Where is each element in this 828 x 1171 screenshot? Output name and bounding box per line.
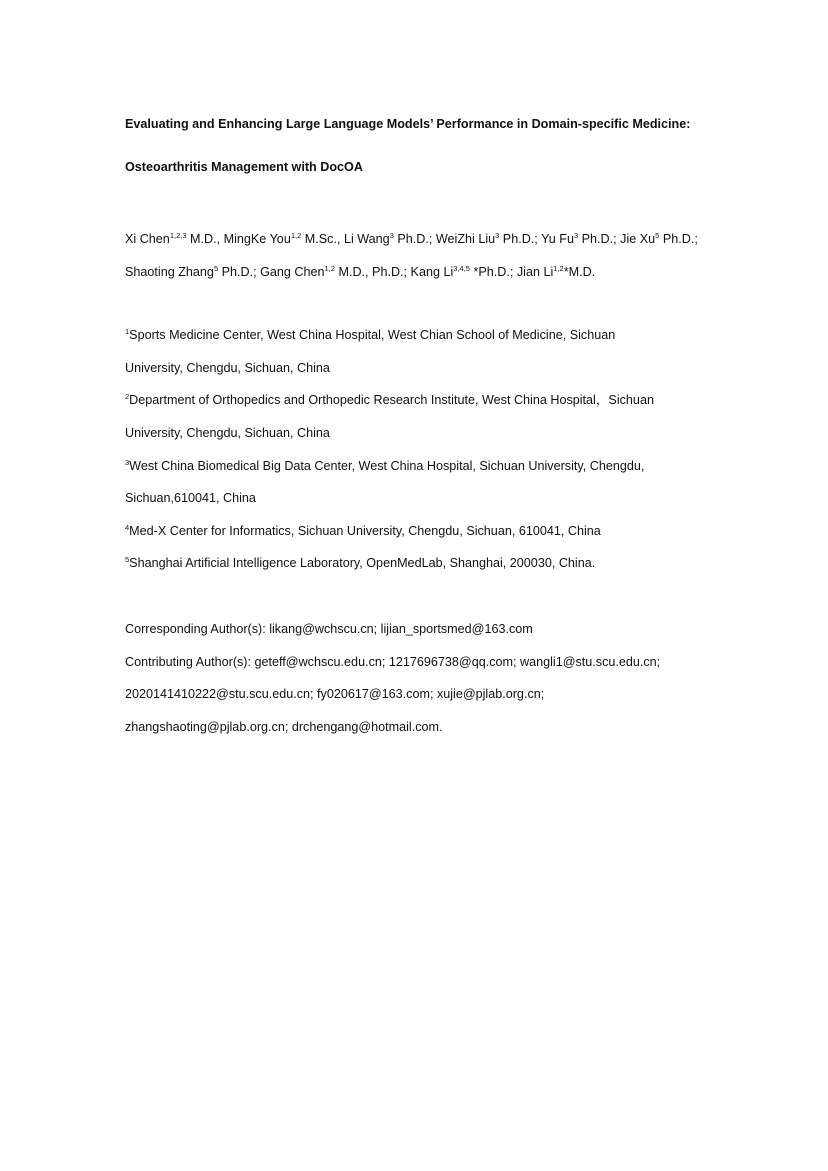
affiliation-text: Department of Orthopedics and Orthopedic Research Institute, West China Hospital，Sichuan	[129, 393, 654, 408]
title-page-content	[125, 108, 725, 743]
author-affiliation-marker: 1,2	[324, 263, 335, 273]
author-degree: Ph.D.;	[659, 232, 698, 246]
affiliation-2-continued: University, Chengdu, Sichuan, China	[125, 425, 330, 440]
author-affiliation-marker: 3	[389, 231, 394, 240]
author-name: Shaoting Zhang	[125, 264, 214, 279]
author-line-2	[125, 256, 725, 289]
author-name: WeiZhi Liu	[435, 232, 496, 246]
author-degree: Ph.D.;	[218, 264, 261, 279]
author-degree: *M.D.	[563, 264, 596, 279]
author	[260, 265, 410, 279]
author-line-1	[125, 223, 725, 256]
affiliation-1	[125, 319, 725, 352]
contributing-authors-continued: 2020141410222@stu.scu.edu.cn; fy020617@163.com; xujie@pjlab.org.cn;	[125, 687, 545, 702]
author	[436, 232, 541, 246]
affiliation-text: Med-X Center for Informatics, Sichuan University, Chengdu, Sichuan, 610041, China	[129, 523, 601, 538]
affiliation-text: Sports Medicine Center, West China Hospital, West Chian School of Medicine, Sichuan	[129, 328, 616, 343]
author-name: Jie Xu	[620, 232, 656, 246]
paper-title-line-2: Osteoarthritis Management with DocOA	[125, 160, 363, 174]
affiliation-3	[125, 450, 725, 483]
author-affiliation-marker: 5	[213, 263, 219, 273]
author-degree: M.D., Ph.D.;	[334, 264, 411, 279]
affiliation-marker: 3	[125, 457, 130, 467]
author	[541, 232, 620, 246]
author-name: MingKe You	[223, 232, 291, 246]
contributing-authors: Contributing Author(s): geteff@wchscu.edu.cn; 1217696738@qq.com; wangli1@stu.scu.edu.cn;	[125, 654, 661, 669]
author	[620, 232, 698, 246]
author	[125, 232, 224, 246]
author-degree: Ph.D.;	[393, 232, 436, 246]
affiliation-2	[125, 384, 725, 417]
affiliation-text: West China Biomedical Big Data Center, West China Hospital, Sichuan University, Chengdu,	[129, 458, 645, 473]
author-list	[125, 223, 725, 288]
author-degree: M.D.,	[186, 232, 224, 246]
affiliation-1-continued: University, Chengdu, Sichuan, China	[125, 360, 330, 375]
affiliation-marker: 2	[125, 392, 130, 402]
affiliation-marker: 5	[125, 555, 130, 565]
affiliation-text: Shanghai Artificial Intelligence Laboratory, OpenMedLab, Shanghai, 200030, China.	[129, 556, 596, 571]
author-affiliation-marker: 3	[573, 231, 579, 240]
affiliation-5	[125, 547, 725, 580]
author	[517, 265, 595, 279]
author-affiliation-marker: 1,2	[290, 231, 302, 240]
corresponding-authors: Corresponding Author(s): likang@wchscu.cn; lijian_sportsmed@163.com	[125, 621, 533, 636]
author	[224, 232, 344, 246]
affiliation-marker: 1	[125, 327, 130, 337]
author-affiliation-marker: 3	[495, 231, 500, 240]
author-name: Xi Chen	[125, 232, 170, 246]
affiliation-marker: 4	[125, 522, 130, 532]
author-degree: Ph.D.;	[578, 232, 621, 246]
author-name: Kang Li	[410, 264, 454, 279]
author	[344, 232, 436, 246]
affiliation-3-continued: Sichuan,610041, China	[125, 491, 256, 506]
affiliation-4	[125, 515, 725, 548]
author-affiliation-marker: 5	[655, 231, 660, 240]
author-name: Li Wang	[343, 232, 390, 246]
author-name: Yu Fu	[541, 232, 574, 246]
author	[411, 265, 517, 279]
author-name: Gang Chen	[260, 264, 325, 279]
affiliation-list	[125, 319, 725, 580]
author-degree: M.Sc.,	[301, 232, 344, 246]
author-degree: *Ph.D.;	[469, 264, 517, 279]
author-affiliation-marker: 3,4,5	[453, 263, 470, 273]
author-degree: Ph.D.;	[499, 232, 542, 246]
author-affiliation-marker: 1,2	[553, 263, 564, 273]
author	[125, 265, 260, 279]
author-name: Jian Li	[516, 264, 554, 279]
correspondence-block	[125, 613, 725, 743]
contributing-authors-continued: zhangshaoting@pjlab.org.cn; drchengang@hotmail.com.	[125, 719, 443, 734]
author-affiliation-marker: 1,2,3	[169, 231, 187, 240]
paper-title-line-1: Evaluating and Enhancing Large Language Models’ Performance in Domain-specific Medicine:	[125, 117, 691, 131]
